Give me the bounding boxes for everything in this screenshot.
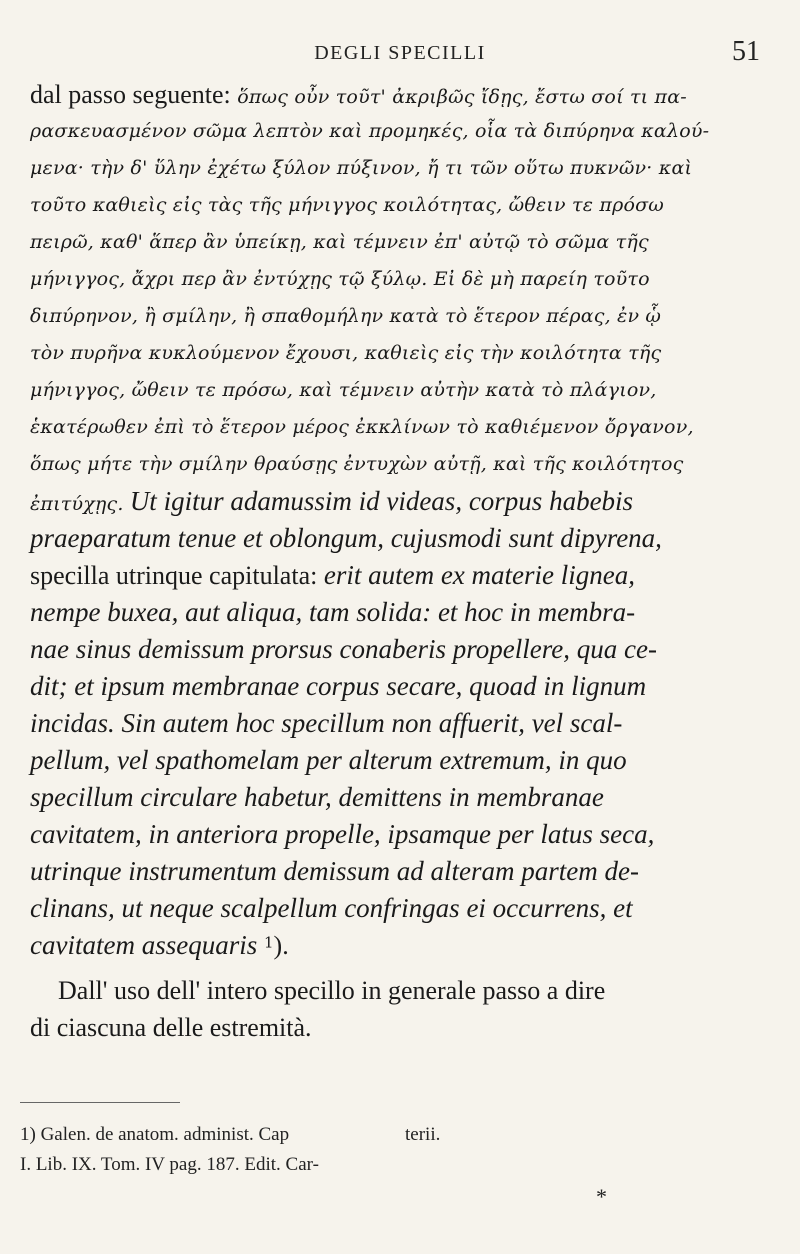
greek-text: ὅπως μήτε τὴν σμίλην θραύσῃς ἐντυχὼν αὐτῇ, καὶ τῆς κοιλότητος <box>30 453 684 475</box>
latin-text: clinans, ut neque scalpellum confringas ei occurrens, et <box>30 893 633 923</box>
text-line <box>30 446 770 483</box>
text-line <box>30 668 770 705</box>
text-line <box>30 187 770 224</box>
text-line <box>30 261 770 298</box>
latin-text: erit autem ex materie lignea, <box>323 560 636 590</box>
latin-text: dit; et ipsum membranae corpus secare, quoad in lignum <box>30 671 647 701</box>
running-head <box>0 34 800 74</box>
text-line <box>30 335 770 372</box>
greek-text: ἑκατέρωθεν ἐπὶ τὸ ἕτερον μέρος ἐκκλίνων τὸ καθιέμενον ὄργανον, <box>30 416 694 438</box>
text-line <box>30 113 770 150</box>
latin-text: nae sinus demissum prorsus conaberis propellere, qua ce- <box>30 634 657 664</box>
footnote-1-text: 1) Galen. de anatom. administ. Cap <box>20 1124 290 1145</box>
latin-text: incidas. Sin autem hoc specillum non affuerit, vel scal- <box>30 708 623 738</box>
running-title: DEGLI SPECILLI <box>314 42 486 64</box>
latin-text: pellum, vel spathomelam per alterum extremum, in quo <box>30 745 627 775</box>
text-line <box>30 890 770 927</box>
text-line <box>30 853 770 890</box>
signature-mark: * <box>596 1184 607 1209</box>
text-line <box>30 816 770 853</box>
greek-text: διπύρηνον, ἢ σμίλην, ἢ σπαθομήλην κατὰ τὸ ἕτερον πέρας, ἐν ᾧ <box>30 305 662 327</box>
greek-text: πειρῶ, καθ' ἅπερ ἂν ὑπείκῃ, καὶ τέμνειν ἐπ' αὐτῷ τὸ σῶμα τῆς <box>30 231 649 253</box>
latin-text: specilla utrinque capitulata: <box>30 561 324 590</box>
latin-text: ). <box>273 931 289 960</box>
greek-text: μήνιγγος, ἄχρι περ ἂν ἐντύχῃς τῷ ξύλῳ. Εἰ δὲ μὴ παρείη τοῦτο <box>30 268 650 290</box>
text-line <box>30 76 770 113</box>
text-line <box>30 557 770 594</box>
latin-text: Ut igitur adamussim id videas, corpus habebis <box>129 486 634 516</box>
greek-text: τοῦτο καθιεὶς εἰς τὰς τῆς μήνιγγος κοιλότητας, ὤθειν τε πρόσω <box>30 194 664 216</box>
main-text <box>30 76 770 1046</box>
greek-text: μήνιγγος, ὤθειν τε πρόσω, καὶ τέμνειν αὐτὴν κατὰ τὸ πλάγιον, <box>30 379 657 401</box>
latin-text: dal passo seguente: <box>30 80 238 109</box>
greek-text: τὸν πυρῆνα κυκλούμενον ἔχουσι, καθιεὶς εἰς τὴν κοιλότητα τῆς <box>30 342 662 364</box>
latin-text: utrinque instrumentum demissum ad alteram partem de- <box>30 856 639 886</box>
greek-text: ρασκευασμένον σῶμα λεπτὸν καὶ προμηκές, οἷα τὰ διπύρηνα καλού- <box>30 120 710 142</box>
text-line <box>30 594 770 631</box>
text-line <box>30 483 770 520</box>
footnote-1-continuation: I. Lib. IX. Tom. IV pag. 187. Edit. Car- <box>20 1154 319 1175</box>
text-line <box>30 409 770 446</box>
page-number: 51 <box>732 36 760 67</box>
footnote-line <box>20 1150 319 1180</box>
latin-text: nempe buxea, aut aliqua, tam solida: et hoc in membra- <box>30 597 636 627</box>
text-line <box>30 705 770 742</box>
footnote-ref: 1 <box>263 933 274 952</box>
footnotes <box>20 1120 441 1180</box>
latin-text: praeparatum tenue et oblongum, cujusmodi sunt dipyrena, <box>30 523 662 553</box>
greek-text: ὅπως οὖν τοῦτ' ἀκριβῶς ἴδῃς, ἔστω σοί τι πα- <box>237 86 687 108</box>
closing-text-line: di ciascuna delle estremità. <box>30 1013 312 1042</box>
latin-text: specillum circulare habetur, demittens in membranae <box>30 782 604 812</box>
latin-text: cavitatem assequaris <box>30 930 264 960</box>
text-line <box>30 520 770 557</box>
text-line <box>30 150 770 187</box>
text-line <box>30 224 770 261</box>
latin-text: cavitatem, in anteriora propelle, ipsamque per latus seca, <box>30 819 655 849</box>
greek-text: μενα· τὴν δ' ὕλην ἐχέτω ξύλον πύξινον, ἤ τι τῶν οὕτω πυκνῶν· καὶ <box>30 157 693 179</box>
text-line <box>30 927 770 964</box>
greek-text: ἐπιτύχῃς. <box>30 493 130 515</box>
text-line <box>30 779 770 816</box>
text-line <box>30 631 770 668</box>
text-line <box>30 742 770 779</box>
text-line <box>30 372 770 409</box>
closing-text-line: Dall' uso dell' intero specillo in generale passo a dire <box>58 976 606 1005</box>
footnote-2-text: terii. <box>405 1124 441 1145</box>
footnote-line <box>20 1120 441 1150</box>
text-line <box>30 298 770 335</box>
footnote-divider <box>20 1102 180 1103</box>
